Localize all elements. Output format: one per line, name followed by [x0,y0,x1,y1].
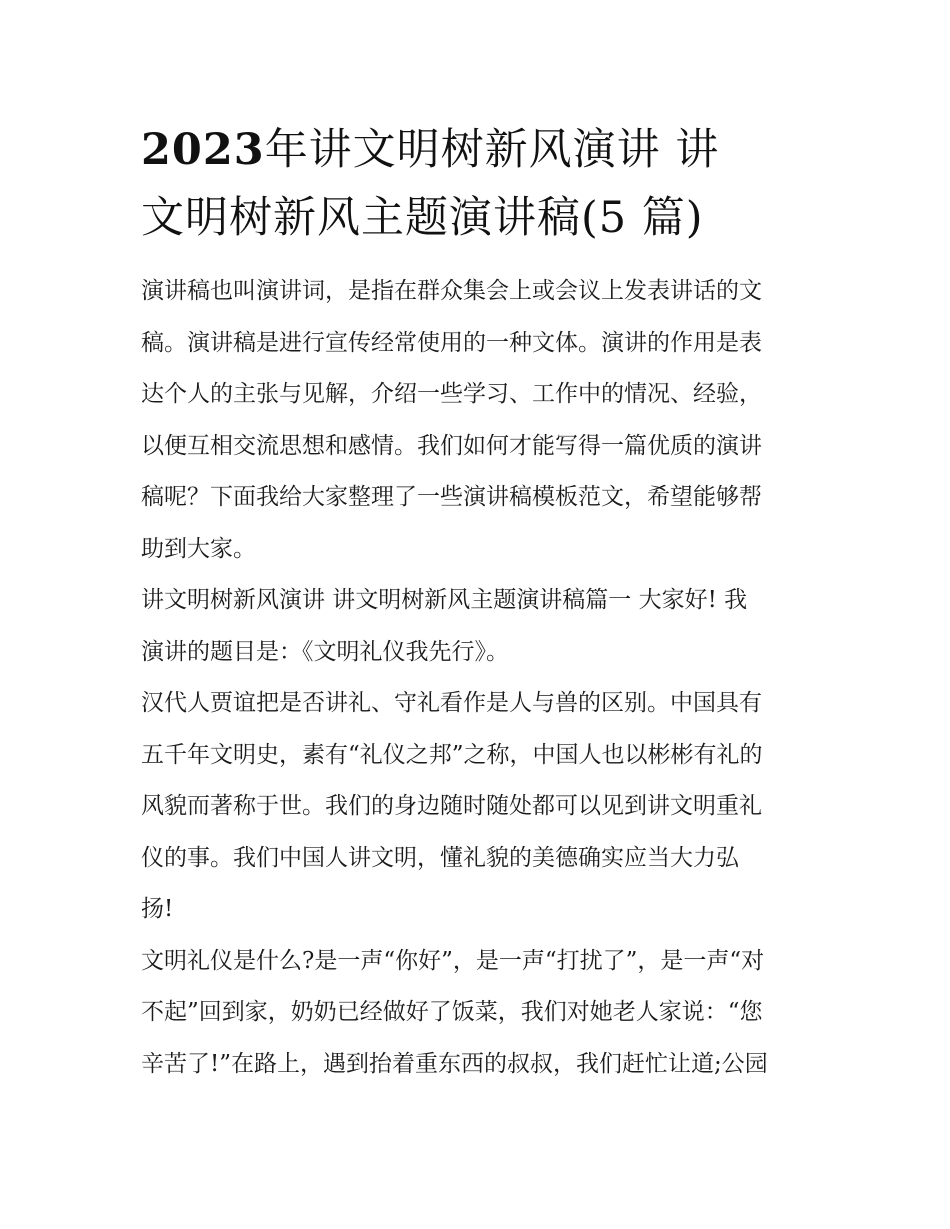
text-line: 讲文明树新风演讲 讲文明树新风主题演讲稿篇一 大家好! 我 [141,587,748,613]
paragraph-etiquette [141,936,817,1091]
text-line: 以便互相交流思想和感情。我们如何才能写得一篇优质的演讲 [141,432,762,459]
document-content [141,116,817,1090]
title-line [141,184,817,252]
text-line: 风貌而著称于世。我们的身边随时随处都可以见到讲文明重礼 [141,793,762,819]
title-line [141,116,817,184]
document-body [141,266,817,1090]
text-line: 演讲的题目是：《文明礼仪我先行》。 [141,638,509,665]
title-year: 2023 [141,125,265,175]
text-line: 稿呢？下面我给大家整理了一些演讲稿模板范文，希望能够帮 [141,484,762,510]
text-line: 汉代人贾谊把是否讲礼、守礼看作是人与兽的区别。中国具有 [141,690,762,716]
text-line: 达个人的主张与见解，介绍一些学习、工作中的情况、经验， [141,381,762,407]
paragraph-speech-opening [141,575,817,678]
text-line: 仪的事。我们中国人讲文明，懂礼貌的美德确实应当大力弘 [141,844,739,871]
document-title [141,116,817,252]
text-line: 演讲稿也叫演讲词，是指在群众集会上或会议上发表讲话的文 [141,278,762,304]
paragraph-history [141,678,817,936]
text-line: 扬! [141,896,174,922]
paragraph-intro [141,266,817,575]
text-line: 稿。演讲稿是进行宣传经常使用的一种文体。演讲的作用是表 [141,329,762,356]
text-line: 助到大家。 [141,535,256,562]
text-line: 不起”回到家，奶奶已经做好了饭菜，我们对她老人家说：“您 [141,999,763,1025]
text-line: 文明礼仪是什么?是一声“你好”，是一声“打扰了”，是一声“对 [141,947,765,974]
text-line: 辛苦了!”在路上，遇到抬着重东西的叔叔，我们赶忙让道;公园 [141,1050,768,1077]
text-line: 五千年文明史，素有“礼仪之邦”之称，中国人也以彬彬有礼的 [141,741,763,768]
title-text: 年讲文明树新风演讲 讲 [264,125,720,175]
title-text: 文明树新风主题演讲稿(5 篇) [141,193,704,243]
